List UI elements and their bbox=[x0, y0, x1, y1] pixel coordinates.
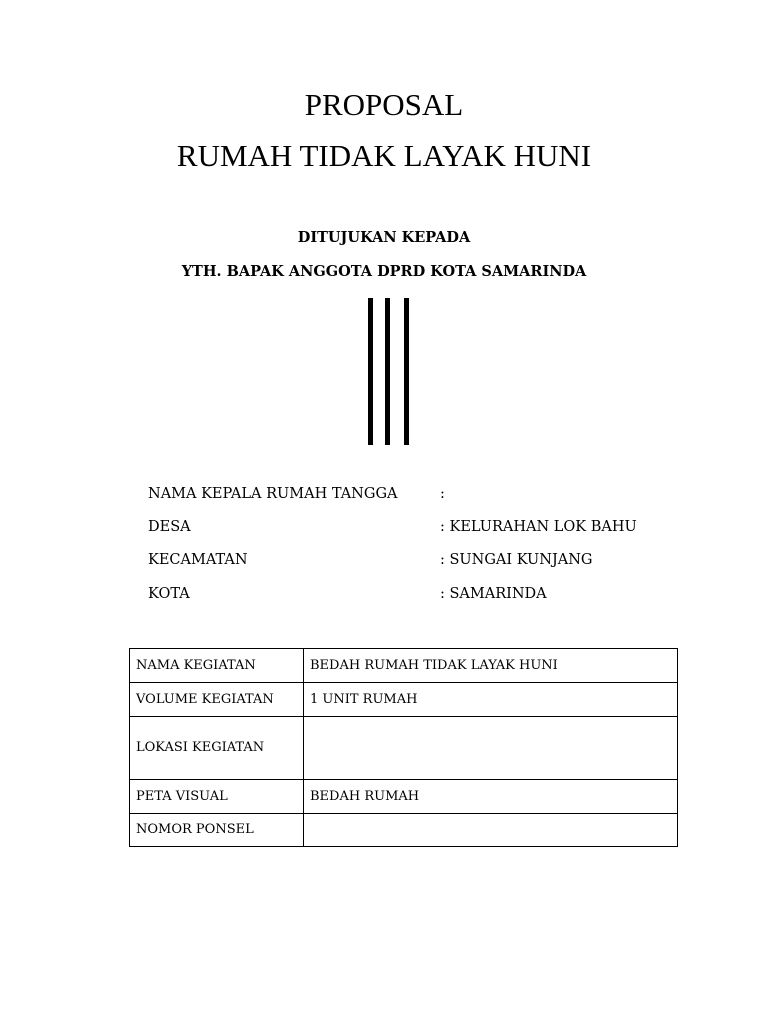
table-row bbox=[130, 717, 678, 780]
table-cell-value bbox=[304, 717, 678, 780]
table-cell-label: LOKASI KEGIATAN bbox=[130, 717, 304, 780]
info-value-head-of-household: : bbox=[440, 486, 445, 502]
decorative-bar bbox=[385, 298, 390, 445]
table-cell-value: BEDAH RUMAH TIDAK LAYAK HUNI bbox=[304, 649, 678, 683]
proposal-title: PROPOSAL bbox=[304, 87, 464, 122]
decorative-bar bbox=[404, 298, 409, 445]
table-cell-label: NOMOR PONSEL bbox=[130, 814, 304, 847]
table-row bbox=[130, 780, 678, 814]
table-row bbox=[130, 683, 678, 717]
info-value-village: : KELURAHAN LOK BAHU bbox=[440, 519, 637, 535]
info-label-head-of-household: NAMA KEPALA RUMAH TANGGA bbox=[148, 486, 398, 502]
table-cell-label: VOLUME KEGIATAN bbox=[130, 683, 304, 717]
addressed-to-recipient: YTH. BAPAK ANGGOTA DPRD KOTA SAMARINDA bbox=[181, 263, 587, 280]
info-label-district: KECAMATAN bbox=[148, 552, 248, 568]
info-label-village: DESA bbox=[148, 519, 191, 535]
table-cell-label: NAMA KEGIATAN bbox=[130, 649, 304, 683]
proposal-subtitle: RUMAH TIDAK LAYAK HUNI bbox=[176, 138, 592, 173]
activity-details-table bbox=[129, 648, 678, 847]
info-label-city: KOTA bbox=[148, 586, 190, 602]
table-cell-value bbox=[304, 814, 678, 847]
table-row bbox=[130, 649, 678, 683]
info-value-district: : SUNGAI KUNJANG bbox=[440, 552, 593, 568]
info-value-city: : SAMARINDA bbox=[440, 586, 547, 602]
table-cell-value: BEDAH RUMAH bbox=[304, 780, 678, 814]
addressed-to-heading: DITUJUKAN KEPADA bbox=[297, 229, 471, 246]
decorative-bar bbox=[368, 298, 373, 445]
table-row bbox=[130, 814, 678, 847]
table-cell-label: PETA VISUAL bbox=[130, 780, 304, 814]
table-cell-value: 1 UNIT RUMAH bbox=[304, 683, 678, 717]
